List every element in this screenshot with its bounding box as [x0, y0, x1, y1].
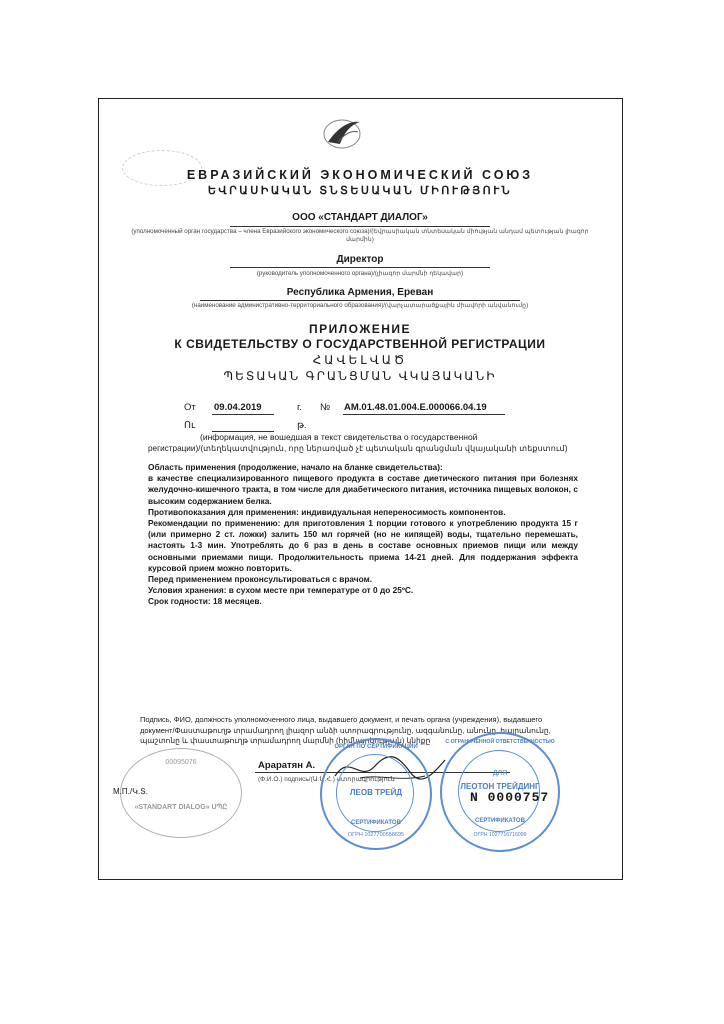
- appendix-subtitle-hy: ՊԵՏԱԿԱՆ ԳՐԱՆՑՄԱՆ ՎԿԱՅԱԿԱՆԻ: [223, 369, 497, 383]
- appendix-body: [148, 462, 578, 608]
- company-stamp-ring-text: С ОГРАНИЧЕННОЙ ОТВЕТСТВЕННОСТЬЮ: [445, 739, 555, 745]
- info-note-mixed: регистрации)/(տեղեկատվություն, որը ներառված չէ պետական գրանցման վկայականի տեքստում): [148, 444, 568, 453]
- head-title: Директор: [336, 254, 384, 265]
- number-sign: №: [320, 402, 331, 413]
- body-recommendations: Рекомендации по применению: для приготовления 1 порции готового к употреблению продукта 15 г (или примерно 2 ст. ложки) залить 150 мл горячей (но не кипящей) воды, тщательно перемешать, настоять 1-3 мин. Употреблять до 6 раз в день в составе основных приемов пищи или между основными приемами пищи. Продолжительность приема 14-21 дней. Для поддержания эффекта курсовой прием можно повторить.: [148, 518, 578, 573]
- body-scope-text: в качестве специализированного пищевого продукта в составе диетического питания при болезнях желудочно-кишечного тракта, в том числе для диабетического питания, источника пищевых волокон, с высоким содержанием белка.: [148, 473, 578, 506]
- organization-underline: [230, 226, 490, 227]
- territory-caption: (наименование административно-территориального образования)/(վարչատարածքային միավորի անվանումը): [191, 302, 529, 309]
- from-label-hy: Ու: [184, 420, 196, 431]
- signer-caption: (Ф.И.О.) подпись/(Ա.Ա.Հ.) ստորագրություն: [258, 776, 395, 783]
- cert-stamp-code: ОГРН 1027700558695: [347, 832, 405, 838]
- from-label-ru: От: [184, 402, 196, 413]
- territory-name: Республика Армения, Ереван: [286, 287, 434, 298]
- head-caption: (руководитель уполномоченного органа)/(լիազոր մարմնի ղեկավար): [256, 270, 464, 277]
- number-underline: [343, 414, 505, 415]
- appendix-title-ru: ПРИЛОЖЕНИЕ: [309, 322, 411, 336]
- signer-name: Араратян А.: [258, 760, 316, 771]
- eaeu-emblem-icon: [318, 112, 366, 154]
- body-storage: Условия хранения: в сухом месте при температуре от 0 до 25ºС.: [148, 585, 414, 596]
- appendix-title-hy: ՀԱՎԵԼՎԱԾ: [312, 353, 408, 367]
- cert-stamp-center-text: ЛЕОВ ТРЕЙД: [349, 788, 403, 797]
- signature-caption-block: Подпись, ФИО, должность уполномоченного лица, выдавшего документ, и печать органа (учреждения), выдавшего документ/Փաստաթուղթ տրամադրող լիազոր անձի ստորագրությունը, ազգանունը, անունը, հայրանունը, պաշտոնը և փաստաթուղթ տրամադրող մարմնի (հիմնարկության) կնիքը: [140, 715, 551, 745]
- appendix-subtitle-ru: К СВИДЕТЕЛЬСТВУ О ГОСУДАРСТВЕННОЙ РЕГИСТРАЦИИ: [174, 337, 546, 351]
- company-stamp-code: ОГРН 1027716716099: [473, 832, 527, 838]
- cert-stamp-top-text: ОРГАН ПО СЕРТИФИКАЦИИ: [334, 744, 418, 750]
- info-note-ru: (информация, не вошедшая в текст свидетельства о государственной: [200, 432, 478, 442]
- org-stamp-code: 00095076: [165, 759, 197, 766]
- organization-name: ООО «СТАНДАРТ ДИАЛОГ»: [292, 212, 428, 223]
- head-underline: [230, 267, 490, 268]
- body-consult: Перед применением проконсультироваться с врачом.: [148, 574, 373, 585]
- org-stamp-text: «STANDART DIALOG» ՍՊԸ: [134, 804, 228, 811]
- company-stamp-center-text: ЛЕОТОН ТРЕЙДИНГ: [460, 782, 540, 791]
- date-underline: [212, 414, 274, 415]
- union-title-ru: ЕВРАЗИЙСКИЙ ЭКОНОМИЧЕСКИЙ СОЮЗ: [186, 168, 534, 182]
- certification-stamp: [320, 738, 432, 850]
- company-stamp-bottom-text: СЕРТИФИКАТОВ: [475, 818, 525, 824]
- year-label-ru: г.: [297, 402, 302, 413]
- body-shelf-life: Срок годности: 18 месяцев.: [148, 596, 262, 607]
- company-stamp-top-word: ДЛЯ: [492, 770, 508, 777]
- body-contraindications: Противопоказания для применения: индивидуальная непереносимость компонентов.: [148, 506, 506, 517]
- year-label-hy: թ.: [297, 420, 307, 431]
- certificate-number: AM.01.48.01.004.E.000066.04.19: [344, 402, 487, 413]
- seal-place-label: М.П./Կ.Տ.: [113, 787, 149, 796]
- territory-underline: [200, 300, 520, 301]
- cert-stamp-bottom-text: СЕРТИФИКАТОВ: [351, 820, 401, 826]
- form-serial-number: N 0000757: [470, 790, 550, 805]
- issue-date: 09.04.2019: [214, 402, 262, 413]
- organization-caption: (уполномоченный орган государства – члена Евразийского экономического союза)/(Եվրասիական տնտեսական միության անդամ պետության լիազոր մարմին): [131, 228, 589, 243]
- body-scope-heading: Область применения (продолжение, начало на бланке свидетельства):: [148, 462, 443, 472]
- union-title-hy: ԵՎՐԱՍԻԱԿԱՆ ՏՆՏԵՍԱԿԱՆ ՄԻՈՒԹՅՈՒՆ: [207, 185, 513, 197]
